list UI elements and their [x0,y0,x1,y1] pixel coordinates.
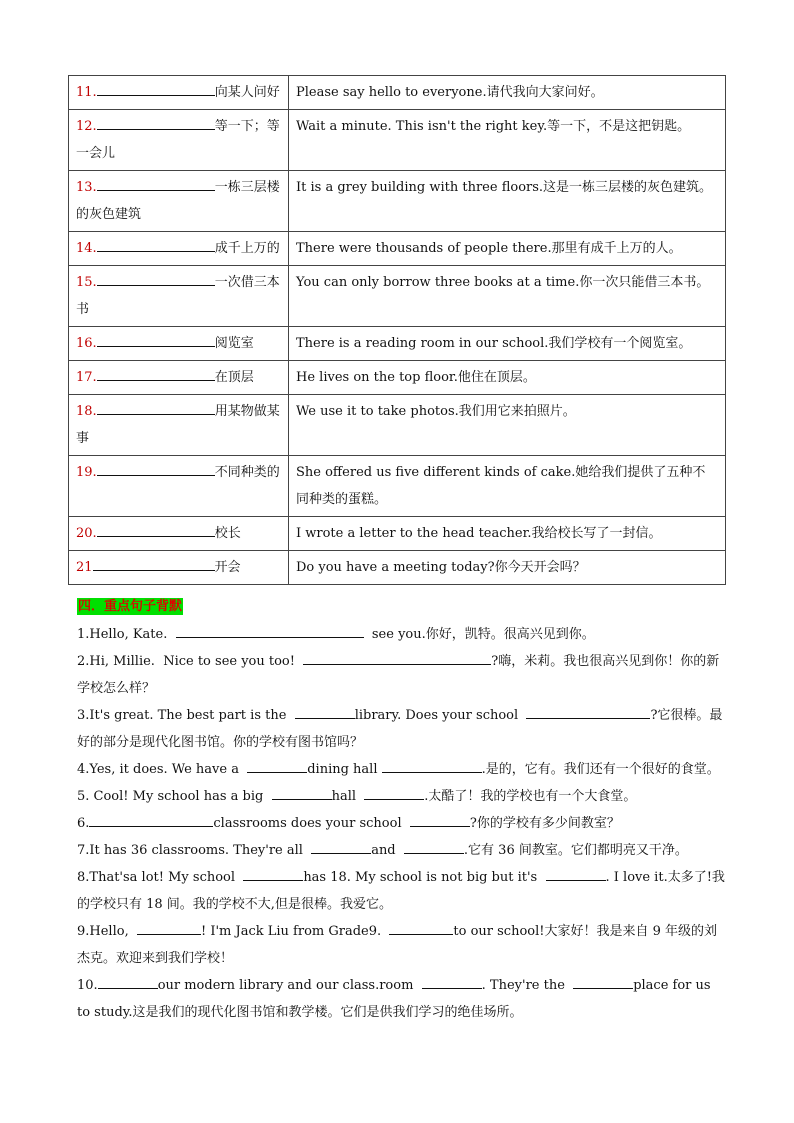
sentence-text: .是的，它有。我们还有一个很好的食堂。 [481,762,720,777]
answer-blank[interactable] [303,650,491,665]
sentence-text: .太酷了！我的学校也有一个大食堂。 [424,789,637,804]
sentence-text: hall [331,789,365,804]
answer-blank[interactable] [97,400,215,415]
answer-blank[interactable] [97,176,215,191]
sentence-text: 2.Hi, Millie. Nice to see you too! [77,654,304,669]
sentence-text: 6. [77,816,90,831]
example-sentence: We use it to take photos.我们用它来拍照片。 [289,395,726,456]
item-number: 21 [76,560,93,575]
example-sentence: There is a reading room in our school.我们学校有一个阅览室。 [289,327,726,361]
sentence-text: place for us to study.这是我们的现代化图书馆和教学楼。它们是供我们学习的绝佳场所。 [77,978,715,1020]
vocab-row [69,76,726,110]
answer-blank[interactable] [382,758,482,773]
answer-blank[interactable] [97,271,215,286]
sentence-text: dining hall [307,762,382,777]
vocab-row [69,232,726,266]
section-title: 四．重点句子背默 [78,599,183,614]
sentence-item [77,864,727,918]
answer-blank[interactable] [97,522,215,537]
item-number: 18. [76,404,97,419]
example-sentence: I wrote a letter to the head teacher.我给校长写了一封信。 [289,517,726,551]
sentence-text: classrooms does your school [213,816,410,831]
sentence-text: 7.It has 36 classrooms. They're all [77,843,312,858]
example-sentence: Please say hello to everyone.请代我向大家问好。 [289,76,726,110]
vocab-prompt-cell [69,232,289,266]
sentence-item [77,702,727,756]
vocab-prompt-cell [69,327,289,361]
item-number: 20. [76,526,97,541]
vocab-table [68,75,726,585]
item-number: 14. [76,241,97,256]
vocab-prompt-cell [69,551,289,585]
sentence-item [77,783,727,810]
vocab-row [69,456,726,517]
vocab-row [69,327,726,361]
answer-blank[interactable] [311,839,371,854]
sentence-item [77,648,727,702]
sentence-text: ! I'm Jack Liu from Grade9. [200,924,390,939]
answer-blank[interactable] [97,237,215,252]
vocab-row [69,551,726,585]
sentence-text: and [371,843,404,858]
sentence-text: library. Does your school [354,708,527,723]
answer-blank[interactable] [176,623,364,638]
answer-blank[interactable] [97,366,215,381]
chinese-meaning: 开会 [214,560,241,575]
chinese-meaning: 不同种类的 [214,465,280,480]
vocab-prompt-cell [69,266,289,327]
chinese-meaning: 校长 [214,526,241,541]
item-number: 19. [76,465,97,480]
answer-blank[interactable] [89,812,213,827]
sentence-text: 3.It's great. The best part is the [77,708,295,723]
sentence-list [77,621,727,1026]
chinese-meaning: 成千上万的 [214,241,280,256]
answer-blank[interactable] [97,461,215,476]
vocab-prompt-cell [69,110,289,171]
chinese-meaning: 阅览室 [214,336,254,351]
example-sentence: Do you have a meeting today?你今天开会吗？ [289,551,726,585]
vocab-prompt-cell [69,76,289,110]
chinese-meaning: 用某物做某事 [76,404,280,446]
vocab-row [69,266,726,327]
vocab-row [69,171,726,232]
chinese-meaning: 等一下；等一会儿 [76,119,280,161]
sentence-text: ?嗨，米莉。我也很高兴见到你！你的新学校怎么样？ [77,654,720,696]
answer-blank[interactable] [97,81,215,96]
sentence-item [77,918,727,972]
vocab-prompt-cell [69,361,289,395]
example-sentence: She offered us five different kinds of cake.她给我们提供了五种不同种类的蛋糕。 [289,456,726,517]
chinese-meaning: 向某人问好 [214,85,280,100]
example-sentence: There were thousands of people there.那里有成千上万的人。 [289,232,726,266]
vocab-prompt-cell [69,517,289,551]
sentence-item [77,972,727,1026]
sentence-text: 5. Cool! My school has a big [77,789,272,804]
sentence-text: see you.你好，凯特。很高兴见到你。 [363,627,595,642]
item-number: 16. [76,336,97,351]
vocab-row [69,110,726,171]
sentence-text: our modern library and our class.room [157,978,422,993]
sentence-item [77,756,727,783]
answer-blank[interactable] [526,704,650,719]
sentence-text: .它有 36 间教室。它们都明亮又干净。 [463,843,688,858]
answer-blank[interactable] [410,812,470,827]
chinese-meaning: 一栋三层楼的灰色建筑 [76,180,280,222]
example-sentence: It is a grey building with three floors.这是一栋三层楼的灰色建筑。 [289,171,726,232]
item-number: 15. [76,275,97,290]
answer-blank[interactable] [364,785,424,800]
sentence-text: ?它很棒。最好的部分是现代化图书馆。你的学校有图书馆吗？ [77,708,723,750]
vocab-row [69,395,726,456]
chinese-meaning: 一次借三本书 [76,275,280,317]
answer-blank[interactable] [272,785,332,800]
answer-blank[interactable] [295,704,355,719]
item-number: 12. [76,119,97,134]
answer-blank[interactable] [243,866,303,881]
answer-blank[interactable] [98,974,158,989]
example-sentence: He lives on the top floor.他住在顶层。 [289,361,726,395]
sentence-text: 10. [77,978,98,993]
answer-blank[interactable] [97,332,215,347]
example-sentence: Wait a minute. This isn't the right key.等一下，不是这把钥匙。 [289,110,726,171]
vocab-row [69,517,726,551]
sentence-text: 8.That'sa lot! My school [77,870,244,885]
sentence-text: to our school!大家好！我是来自 9 年级的刘杰克。欢迎来到我们学校！ [77,924,718,966]
sentence-text: ?你的学校有多少间教室？ [469,816,620,831]
sentence-item [77,810,727,837]
sentence-text: 1.Hello, Kate. [77,627,176,642]
answer-blank[interactable] [247,758,307,773]
answer-blank[interactable] [404,839,464,854]
answer-blank[interactable] [573,974,633,989]
answer-blank[interactable] [546,866,606,881]
item-number: 17. [76,370,97,385]
answer-blank[interactable] [137,920,201,935]
sentence-text: has 18. My school is not big but it's [303,870,546,885]
vocab-prompt-cell [69,395,289,456]
sentence-text: . I love it.太多了!我的学校只有 18 间。我的学校不大,但是很棒。我爱它。 [77,870,725,912]
sentence-item [77,621,727,648]
vocab-prompt-cell [69,171,289,232]
item-number: 13. [76,180,97,195]
answer-blank[interactable] [422,974,482,989]
sentence-item [77,837,727,864]
vocab-prompt-cell [69,456,289,517]
item-number: 11. [76,85,97,100]
answer-blank[interactable] [389,920,453,935]
sentence-text: 4.Yes, it does. We have a [77,762,248,777]
example-sentence: You can only borrow three books at a time.你一次只能借三本书。 [289,266,726,327]
sentence-text: . They're the [481,978,574,993]
answer-blank[interactable] [97,115,215,130]
answer-blank[interactable] [93,556,215,571]
chinese-meaning: 在顶层 [214,370,254,385]
sentence-text: 9.Hello, [77,924,137,939]
vocab-row [69,361,726,395]
